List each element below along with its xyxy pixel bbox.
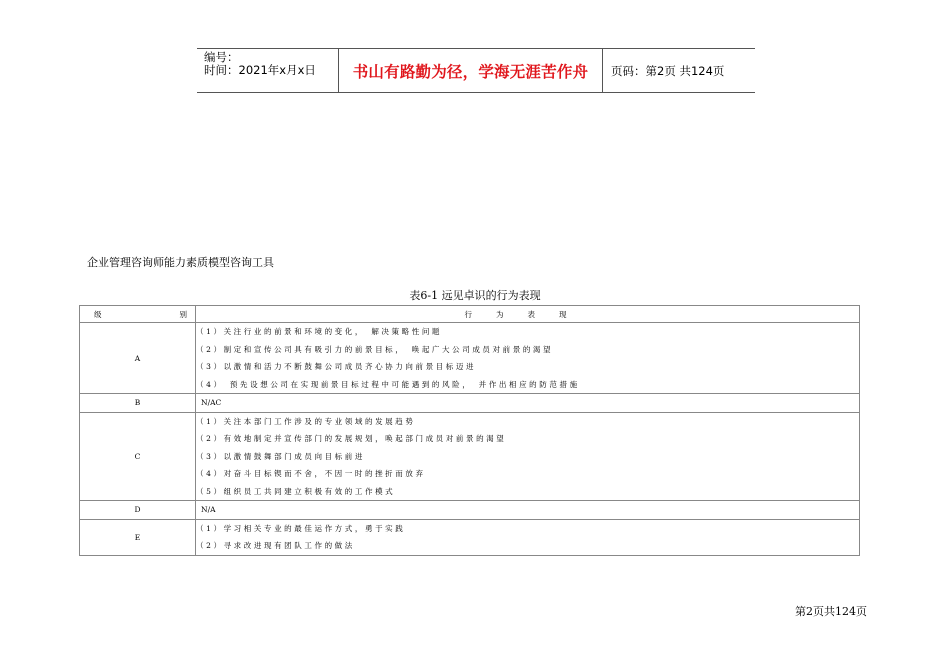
behavior-item: （4）对奋斗目标锲而不舍，不因一时的挫折而放弃 bbox=[196, 469, 426, 478]
behavior-item: （1）关注本部门工作涉及的专业领域的发展趋势 bbox=[196, 416, 416, 426]
behavior-item: （3）以激情和活力不断鼓舞公司成员齐心协力向前景目标迈进 bbox=[196, 362, 477, 371]
behavior-item: （3）以激情鼓舞部门成员向目标前进 bbox=[196, 451, 365, 461]
behavior-cell bbox=[196, 323, 860, 394]
behavior-item: N/A bbox=[201, 505, 216, 514]
level-header-cell bbox=[80, 306, 196, 323]
behavior-item: （2）制定和宣传公司具有吸引力的前景目标， 唤起广大公司成员对前景的渴望 bbox=[196, 344, 554, 354]
behavior-item: （1）关注行业的前景和环境的变化， 解决策略性问题 bbox=[196, 327, 443, 336]
table-row bbox=[80, 394, 860, 413]
level-cell: C bbox=[80, 412, 196, 501]
level-cell: B bbox=[80, 394, 196, 413]
table-row bbox=[80, 323, 860, 394]
behavior-item: （5）组织员工共同建立积极有效的工作模式 bbox=[196, 486, 396, 496]
header-page-code: 页码：第2页 共124页 bbox=[611, 63, 725, 78]
table-row bbox=[80, 412, 860, 501]
time-label: 时间：2021年x月x日 bbox=[204, 63, 316, 77]
level-header-text-2: 别 bbox=[179, 309, 187, 319]
number-label: 编号： bbox=[204, 50, 239, 64]
behavior-cell bbox=[196, 412, 860, 501]
behavior-table bbox=[79, 305, 860, 556]
behavior-item: （2）寻求改进现有团队工作的做法 bbox=[196, 541, 355, 550]
behavior-cell bbox=[196, 501, 860, 520]
behavior-item: N/AC bbox=[201, 398, 222, 407]
table-caption: 表6-1 远见卓识的行为表现 bbox=[409, 289, 541, 302]
table-row bbox=[80, 501, 860, 520]
behavior-cell bbox=[196, 394, 860, 413]
page-header bbox=[197, 48, 755, 93]
level-cell: D bbox=[80, 501, 196, 520]
table-row bbox=[80, 519, 860, 555]
behavior-item: （1）学习相关专业的最佳运作方式，勇于实践 bbox=[196, 523, 406, 533]
level-cell: E bbox=[80, 519, 196, 555]
level-cell: A bbox=[80, 323, 196, 394]
document-title: 企业管理咨询师能力素质模型咨询工具 bbox=[87, 256, 274, 269]
behavior-cell bbox=[196, 519, 860, 555]
header-motto: 书山有路勤为径，学海无涯苦作舟 bbox=[339, 49, 603, 92]
behavior-item: （2）有效地制定并宣传部门的发展规划，唤起部门成员对前景的渴望 bbox=[196, 434, 507, 443]
header-meta bbox=[197, 49, 339, 92]
behavior-item: （4） 预先设想公司在实现前景目标过程中可能遇到的风险， 并作出相应的防范措施 bbox=[196, 379, 580, 389]
level-header-text-1: 级 bbox=[94, 309, 102, 319]
page-footer: 第2页共124页 bbox=[795, 605, 867, 618]
table-header-row bbox=[80, 306, 860, 323]
behavior-header-cell: 行为表现 bbox=[196, 306, 860, 323]
